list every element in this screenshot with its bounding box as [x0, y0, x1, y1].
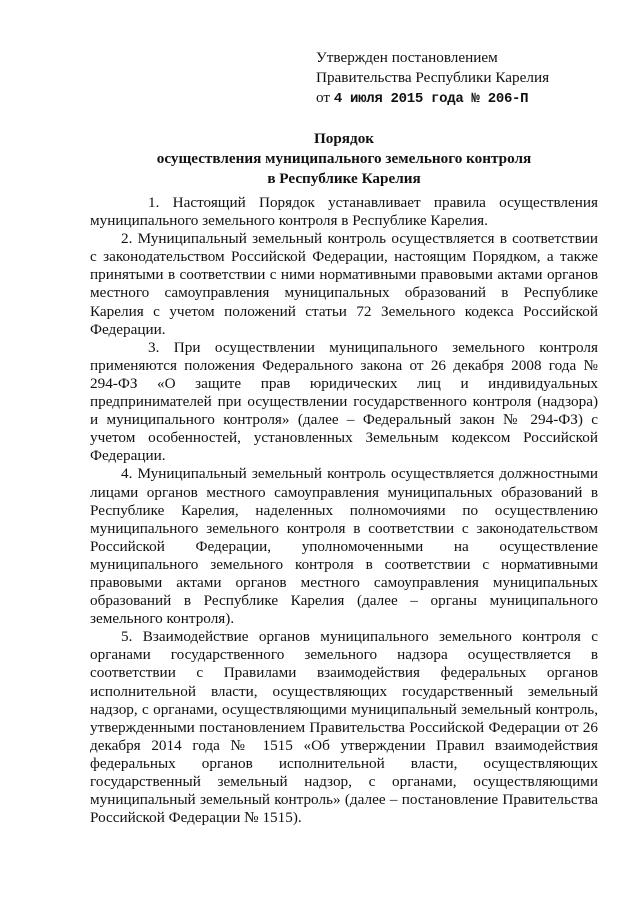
paragraph-3: 3. При осуществлении муниципального земельного контроля применяются положения Федерального закона от 26 декабря 2008 года № 294-ФЗ «О защите прав юридических лиц и индивидуальных предпринимателей при осуществлении государственного контроля (надзора) и муниципального контроля» (далее – Федеральный закон № 294-ФЗ) с учетом особенностей, установленных Земельным кодексом Российской Федерации. — [90, 338, 598, 465]
document-body — [90, 194, 598, 827]
approval-stamp — [316, 48, 616, 109]
paragraph-1: 1. Настоящий Порядок устанавливает правила осуществления муниципального земельного контроля в Республике Карелия. — [90, 194, 598, 230]
document-title — [90, 129, 598, 189]
paragraph-4: 4. Муниципальный земельный контроль осуществляется должностными лицами органов местного самоуправления муниципальных образований в Республике Карелия, наделенных полномочиями по осуществлению муниципального земельного контроля в соответствии с законодательством Российской Федерации, уполномоченными на осуществление муниципального земельного контроля в соответствии с нормативными правовыми актами органов местного самоуправления муниципальных образований в Республике Карелия (далее – органы муниципального земельного контроля). — [90, 465, 598, 628]
approval-date-prefix: от — [316, 89, 331, 106]
approval-line-1: Утвержден постановлением — [316, 49, 498, 66]
title-line-2: осуществления муниципального земельного контроля — [156, 150, 532, 167]
approval-date-line — [316, 88, 616, 109]
paragraph-5: 5. Взаимодействие органов муниципального земельного контроля с органами государственного земельного надзора осуществляется в соответствии с Правилами взаимодействия федеральных органов исполнительной власти, осуществляющих государственный земельный надзор, с органами, осуществляющими муниципальный земельный контроль, утвержденными постановлением Правительства Российской Федерации от 26 декабря 2014 года № 1515 «Об утверждении Правил взаимодействия федеральных органов исполнительной власти, осуществляющих государственный земельный надзор, с органами, осуществляющими муниципальный земельный контроль» (далее – постановление Правительства Российской Федерации № 1515). — [90, 628, 598, 827]
approval-date-stamp: 4 июля 2015 года № 206-П — [333, 91, 529, 107]
approval-line-2: Правительства Республики Карелия — [316, 69, 550, 86]
title-line-3: в Республике Карелия — [267, 170, 421, 187]
title-line-1: Порядок — [313, 130, 375, 147]
paragraph-2: 2. Муниципальный земельный контроль осуществляется в соответствии с законодательством Российской Федерации, настоящим Порядком, а также принятыми в соответствии с ними нормативными правовыми актами органов местного самоуправления муниципальных образований в Республике Карелия с учетом положений статьи 72 Земельного кодекса Российской Федерации. — [90, 230, 598, 338]
